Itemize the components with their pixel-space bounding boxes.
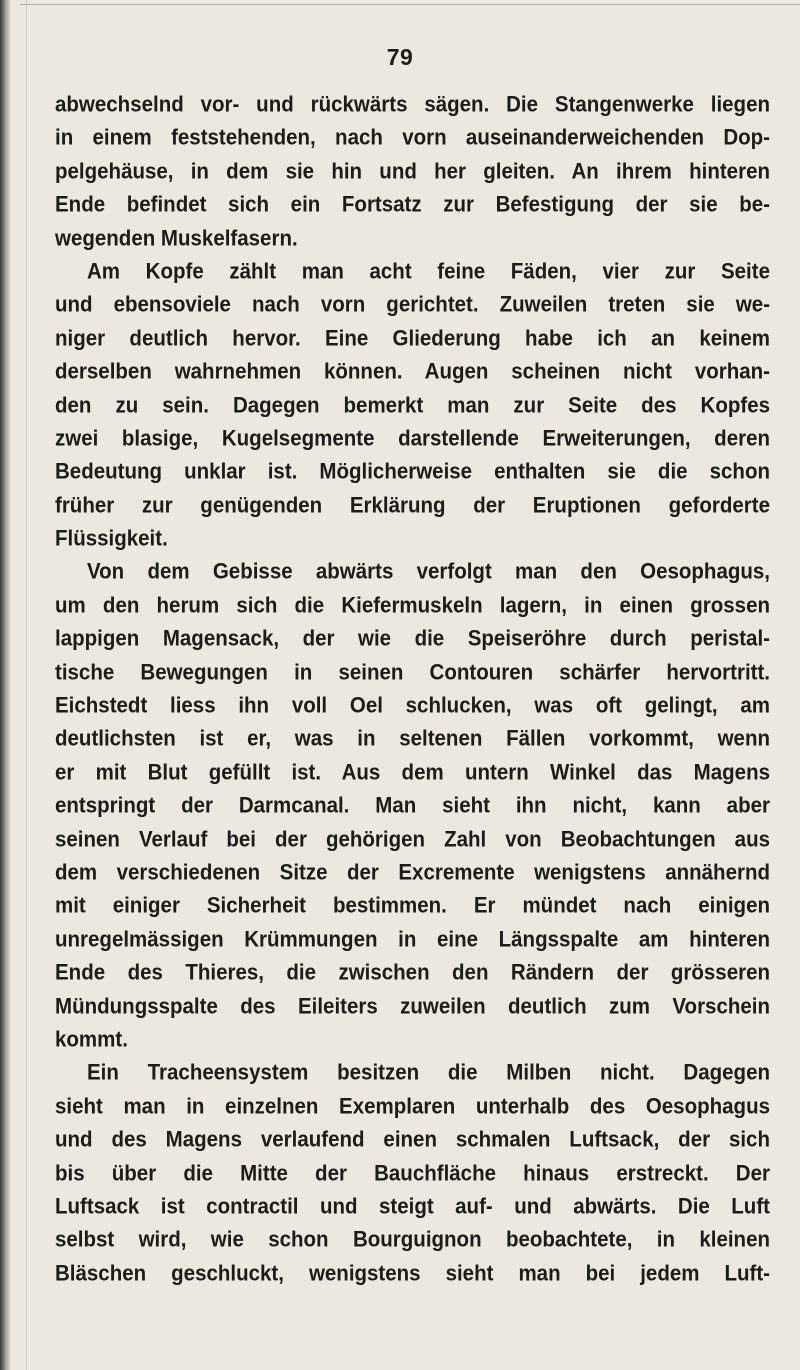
text-line: Eichstedt liess ihn voll Oel schlucken, was oft gelingt, am [55,693,770,718]
text-line: abwechselnd vor- und rückwärts sägen. Die Stangenwerke liegen [55,92,770,117]
text-line: kommt. [55,1027,128,1052]
text-line: in einem feststehenden, nach vorn auseinanderweichenden Dop- [55,125,770,151]
text-line: deutlichsten ist er, was in seltenen Fällen vorkommt, wenn [55,726,770,752]
text-line: seinen Verlauf bei der gehörigen Zahl von Beobachtungen aus [55,826,770,852]
text-line: tische Bewegungen in seinen Contouren schärfer hervortritt. [55,659,770,685]
text-line: früher zur genügenden Erklärung der Eruptionen geforderte [55,492,770,518]
text-line: niger deutlich hervor. Eine Gliederung habe ich an keinem [55,326,770,351]
text-line: sieht man in einzelnen Exemplaren unterhalb des Oesophagus [55,1094,770,1119]
text-line: Mündungsspalte des Eileiters zuweilen deutlich zum Vorschein [55,993,770,1019]
text-line: pelgehäuse, in dem sie hin und her gleiten. An ihrem hinteren [55,159,770,184]
text-line: und ebensoviele nach vorn gerichtet. Zuweilen treten sie we- [55,292,770,318]
text-line: zwei blasige, Kugelsegmente darstellende Erweiterungen, deren [55,426,770,451]
text-line: Bedeutung unklar ist. Möglicherweise enthalten sie die schon [55,459,770,484]
text-line: selbst wird, wie schon Bourguignon beobachtete, in kleinen [55,1227,770,1252]
body-text [55,88,770,1290]
page-number: 79 [386,44,414,70]
text-line: derselben wahrnehmen können. Augen scheinen nicht vorhan- [55,359,770,384]
text-line: Ende des Thieres, die zwischen den Rändern der grösseren [55,960,770,985]
text-line: unregelmässigen Krümmungen in eine Längsspalte am hinteren [55,927,770,952]
text-line: den zu sein. Dagegen bemerkt man zur Seite des Kopfes [55,392,770,418]
gutter-shadow [26,0,27,1370]
text-line: bis über die Mitte der Bauchfläche hinaus erstreckt. Der [55,1160,770,1186]
text-line: dem verschiedenen Sitze der Excremente wenigstens annähernd [55,860,770,885]
text-line: entspringt der Darmcanal. Man sieht ihn nicht, kann aber [55,793,770,818]
text-line: um den herum sich die Kiefermuskeln lagern, in einen grossen [55,593,770,618]
page-top-edge [20,4,800,5]
text-line: Ende befindet sich ein Fortsatz zur Befestigung der sie be- [55,192,770,217]
text-line: und des Magens verlaufend einen schmalen Luftsack, der sich [55,1127,770,1152]
text-line: Am Kopfe zählt man acht feine Fäden, vier zur Seite [87,259,770,284]
text-line: Bläschen geschluckt, wenigstens sieht man bei jedem Luft- [55,1260,770,1286]
text-line: mit einiger Sicherheit bestimmen. Er mündet nach einigen [55,893,770,919]
text-line: Von dem Gebisse abwärts verfolgt man den Oesophagus, [87,559,770,585]
text-line: Luftsack ist contractil und steigt auf- und abwärts. Die Luft [55,1194,770,1219]
text-line: er mit Blut gefüllt ist. Aus dem untern Winkel das Magens [55,760,770,785]
page-binding-edge [0,0,10,1370]
text-line: lappigen Magensack, der wie die Speiseröhre durch peristal- [55,626,770,651]
text-line: Ein Tracheensystem besitzen die Milben nicht. Dagegen [87,1060,770,1086]
text-line: Flüssigkeit. [55,526,168,551]
text-line: wegenden Muskelfasern. [55,225,298,251]
